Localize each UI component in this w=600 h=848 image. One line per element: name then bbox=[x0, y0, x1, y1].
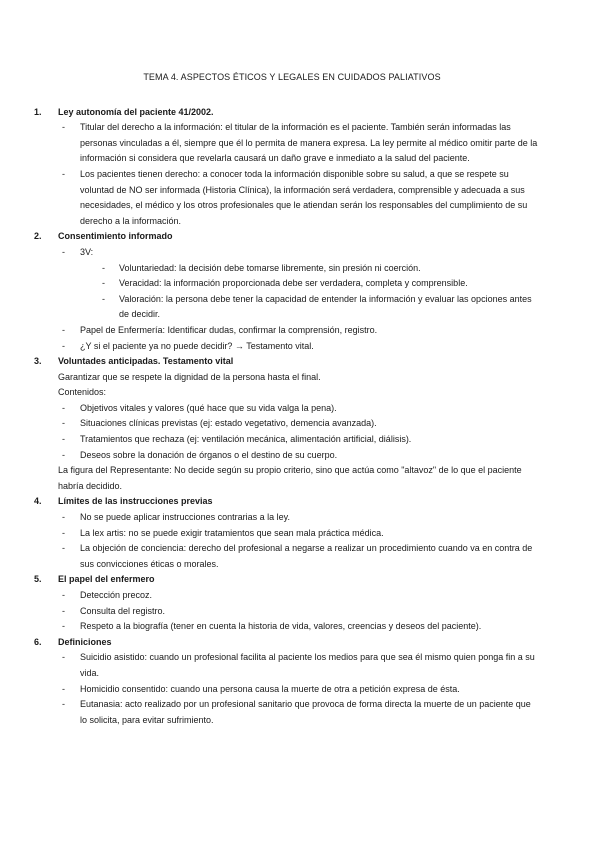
contents-label: Contenidos: bbox=[58, 387, 107, 398]
list-item: - La lex artis: no se puede exigir tratamientos que sean mala práctica médica. bbox=[62, 526, 540, 542]
section-number: 5. bbox=[34, 574, 42, 585]
section-title: El papel del enfermero bbox=[58, 574, 155, 585]
section-autonomy-law bbox=[34, 105, 540, 230]
list-item: - Homicidio consentido: cuando una persona causa la muerte de otra a petición expresa de ésta. bbox=[62, 682, 540, 698]
bullet-list bbox=[34, 510, 540, 572]
bullet-list bbox=[34, 650, 540, 728]
section-nurse-role bbox=[34, 572, 540, 634]
sub-list-item: - Veracidad: la información proporcionada debe ser verdadera, completa y comprensible. bbox=[102, 276, 540, 292]
section-heading bbox=[34, 494, 540, 510]
list-item: - Tratamientos que rechaza (ej: ventilación mecánica, alimentación artificial, diálisis). bbox=[62, 432, 540, 448]
sub-list-item: - Voluntariedad: la decisión debe tomarse libremente, sin presión ni coerción. bbox=[102, 261, 540, 277]
section-title: Voluntades anticipadas. Testamento vital bbox=[58, 356, 234, 367]
section-number: 1. bbox=[34, 106, 42, 117]
section-definitions bbox=[34, 635, 540, 729]
section-title: Consentimiento informado bbox=[58, 231, 173, 242]
section-title: Definiciones bbox=[58, 636, 112, 647]
document-title: TEMA 4. ASPECTOS ÉTICOS Y LEGALES EN CUIDADOS PALIATIVOS bbox=[143, 72, 441, 82]
bullet-list bbox=[34, 401, 540, 463]
sub-list-item: - Valoración: la persona debe tener la capacidad de entender la información y evaluar las opciones antes de decidir. bbox=[102, 292, 540, 323]
list-item: - Consulta del registro. bbox=[62, 604, 540, 620]
section-number: 4. bbox=[34, 496, 42, 507]
bullet-list bbox=[34, 120, 540, 229]
list-item: - Detección precoz. bbox=[62, 588, 540, 604]
sub-list bbox=[80, 261, 540, 323]
list-item: - Los pacientes tienen derecho: a conocer toda la información disponible sobre su salud, a que se respete su voluntad de NO ser informada (Historia Clínica), la información será verdadera, comprensible y adecuada a sus necesidades, el médico y los otros profesionales que le atiendan serán los responsables del cumplimiento de su derecho a la información. bbox=[62, 167, 540, 229]
list-item: - Situaciones clínicas previstas (ej: estado vegetativo, demencia avanzada). bbox=[62, 416, 540, 432]
section-title: Ley autonomía del paciente 41/2002. bbox=[58, 106, 214, 117]
section-title: Límites de las instrucciones previas bbox=[58, 496, 213, 507]
bullet-list bbox=[34, 245, 540, 354]
section-limits bbox=[34, 494, 540, 572]
list-item: - Papel de Enfermería: Identificar dudas, confirmar la comprensión, registro. bbox=[62, 323, 540, 339]
list-item: - Titular del derecho a la información: el titular de la información es el paciente. También serán informadas las personas vinculadas a él, siempre que él lo permita de manera expresa. La ley permite al médico omitir parte de la información si considera que revelarla causará un daño grave e inmediato a la salud del paciente. bbox=[62, 120, 540, 167]
section-number: 6. bbox=[34, 636, 42, 647]
list-item: - La objeción de conciencia: derecho del profesional a negarse a realizar un procedimiento cuando va en contra de sus convicciones éticas o morales. bbox=[62, 541, 540, 572]
list-item: - ¿Y si el paciente ya no puede decidir? → Testamento vital. bbox=[62, 339, 540, 355]
section-heading bbox=[34, 354, 540, 370]
list-item bbox=[62, 245, 540, 323]
list-item: - Respeto a la biografía (tener en cuenta la historia de vida, valores, creencias y deseos del paciente). bbox=[62, 619, 540, 635]
representative-note: La figura del Representante: No decide según su propio criterio, sino que actúa como "altavoz" de lo que el paciente habría decidido. bbox=[58, 465, 522, 491]
list-item: - Objetivos vitales y valores (qué hace que su vida valga la pena). bbox=[62, 401, 540, 417]
list-item: - Deseos sobre la donación de órganos o el destino de su cuerpo. bbox=[62, 448, 540, 464]
section-number: 3. bbox=[34, 356, 42, 367]
list-item: - Suicidio asistido: cuando un profesional facilita al paciente los medios para que sea él mismo quien ponga fin a su vida. bbox=[62, 650, 540, 681]
section-heading bbox=[34, 229, 540, 245]
section-number: 2. bbox=[34, 231, 42, 242]
list-item: - No se puede aplicar instrucciones contrarias a la ley. bbox=[62, 510, 540, 526]
list-item: - Eutanasia: acto realizado por un profesional sanitario que provoca de forma directa la muerte de un paciente que lo solicita, para evitar sufrimiento. bbox=[62, 697, 540, 728]
section-heading bbox=[34, 105, 540, 121]
section-advance-directives bbox=[34, 354, 540, 494]
bullet-list bbox=[34, 588, 540, 635]
section-intro: Garantizar que se respete la dignidad de la persona hasta el final. bbox=[58, 371, 321, 382]
section-heading bbox=[34, 572, 540, 588]
section-heading bbox=[34, 635, 540, 651]
section-informed-consent bbox=[34, 229, 540, 354]
list-item-text: 3V: bbox=[80, 246, 94, 257]
